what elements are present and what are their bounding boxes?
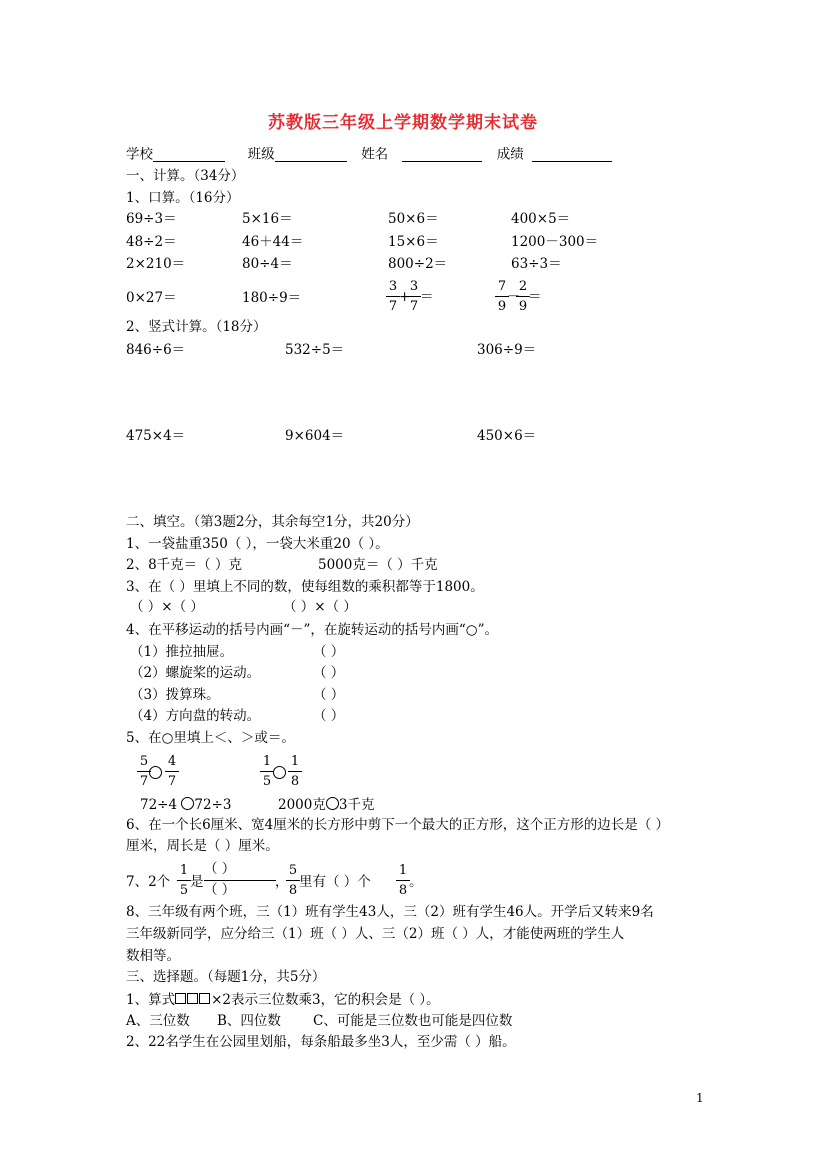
score-blank[interactable] [532,147,612,162]
answer-paren: （ ） [313,708,345,724]
vertical-item: 475×4＝ [126,428,186,444]
fill-question: 3、在（ ）里填上不同的数，使每组数的乘积都等于1800。 [126,579,484,595]
header-info [126,147,612,162]
page-number: 1 [696,1091,704,1105]
vertical-item: 306÷9＝ [477,342,537,358]
motion-item: （1）推拉抽屉。 [130,644,234,660]
fill-question: 6、在一个长6厘米、宽4厘米的长方形中剪下一个最大的正方形，这个正方形的边长是（ ） [126,817,670,833]
motion-item: （4）方向盘的转动。 [130,708,261,724]
oral-item: 69÷3＝ [126,211,177,227]
oral-heading: 1、口算。（16分） [126,190,240,206]
answer-paren: （ ） [313,687,345,703]
choice-option[interactable]: B、四位数 [217,1013,281,1029]
vertical-item: 9×604＝ [285,428,345,444]
page-title: 苏教版三年级上学期数学期末试卷 [268,113,538,133]
class-label: 班级 [247,146,275,163]
fraction: 5 7 [137,755,151,788]
section2-heading: 二、填空。（第3题2分，其余每空1分，共20分） [126,514,419,530]
fill-text: 是 [190,874,204,890]
oral-item: 1200－300＝ [511,234,599,250]
fill-question: 4、在平移运动的括号内画“－”，在旋转运动的括号内画“○”。 [126,622,498,638]
operator: + [399,289,411,305]
oral-item: 15×6＝ [388,234,439,250]
fraction: 3 7 [386,280,400,313]
answer-paren: （ ） [313,644,345,660]
answer-paren: （ ） [313,665,345,681]
compare-circle[interactable] [326,797,339,810]
fraction: 1 5 [260,755,274,788]
vertical-heading: 2、竖式计算。（18分） [126,319,267,335]
vertical-item: 532÷5＝ [285,342,345,358]
fill-blank-pair: （ ）×（ ） [283,599,357,615]
choice-option[interactable]: C、可能是三位数也可能是四位数 [313,1013,513,1029]
oral-item: 400×5＝ [511,211,571,227]
blank-numerator[interactable]: （ ） [204,861,236,877]
motion-item: （2）螺旋桨的运动。 [130,665,261,681]
school-label: 学校 [126,146,153,163]
choice-option[interactable]: A、三位数 [126,1013,190,1029]
fill-question: 数相等。 [126,948,180,964]
fill-question: 8、三年级有两个班，三（1）班有学生43人，三（2）班有学生46人。开学后又转来9名 [126,904,654,920]
oral-item: 48÷2＝ [126,234,177,250]
compare-expression: 2000克 3千克 [278,797,375,813]
oral-item: 800÷2＝ [388,256,448,272]
fill-question: 7、2个 [126,874,171,890]
fraction: 4 7 [165,755,179,788]
fraction: 2 9 [516,280,530,313]
vertical-item: 450×6＝ [477,428,537,444]
fill-text: 。 [409,874,423,890]
fraction: 1 8 [396,864,410,897]
oral-item: 5×16＝ [242,211,293,227]
oral-item: 46＋44＝ [242,234,304,250]
fraction-bar [204,880,276,881]
equals: ＝ [420,289,434,305]
fill-question: 三年级新同学，应分给三（1）班（ ）人、三（2）班（ ）人，才能使两班的学生人 [126,926,625,942]
oral-item: 50×6＝ [388,211,439,227]
oral-item: 180÷9＝ [242,290,302,306]
fraction: 5 8 [286,864,300,897]
score-label: 成绩 [496,146,524,163]
fill-text: 里有（ ）个 [299,874,371,890]
fill-question: 厘米，周长是（ ）厘米。 [126,838,279,854]
compare-expression: 72÷4 72÷3 [140,797,232,813]
oral-item: 63÷3＝ [511,256,562,272]
choice-question: 2、22名学生在公园里划船，每条船最多坐3人，至少需（ ）船。 [126,1034,516,1050]
fill-question: 5、在○里填上＜、＞或＝。 [126,730,295,746]
fraction: 7 9 [495,280,509,313]
name-label: 姓名 [361,146,389,163]
fill-blank-pair: （ ）×（ ） [130,599,204,615]
fill-question: 5000克＝（ ）千克 [318,557,438,573]
fill-question: 1、一袋盐重350（ ），一袋大米重20（ ）。 [126,536,389,552]
school-blank[interactable] [153,147,225,162]
class-blank[interactable] [275,147,347,162]
choice-question: 1、算式 ×2表示三位数乘3，它的积会是（ ）。 [126,992,440,1008]
fill-question: 2、8千克＝（ ）克 [126,557,242,573]
oral-item: 80÷4＝ [242,256,293,272]
oral-item: 2×210＝ [126,256,186,272]
motion-item: （3）拨算珠。 [130,687,220,703]
fraction: 3 7 [407,280,421,313]
compare-circle[interactable] [273,766,286,779]
section1-heading: 一、计算。（34分） [126,168,245,184]
operator: － [507,289,521,305]
compare-circle[interactable] [181,797,194,810]
oral-item: 0×27＝ [126,290,177,306]
fill-text: ， [275,874,289,890]
equals: ＝ [528,289,542,305]
compare-circle[interactable] [149,766,162,779]
section3-heading: 三、选择题。（每题1分，共5分） [126,969,326,985]
blank-denominator[interactable]: （ ） [204,882,236,898]
fraction: 1 5 [177,864,191,897]
vertical-item: 846÷6＝ [126,342,186,358]
fraction: 1 8 [288,755,302,788]
name-blank[interactable] [402,147,482,162]
